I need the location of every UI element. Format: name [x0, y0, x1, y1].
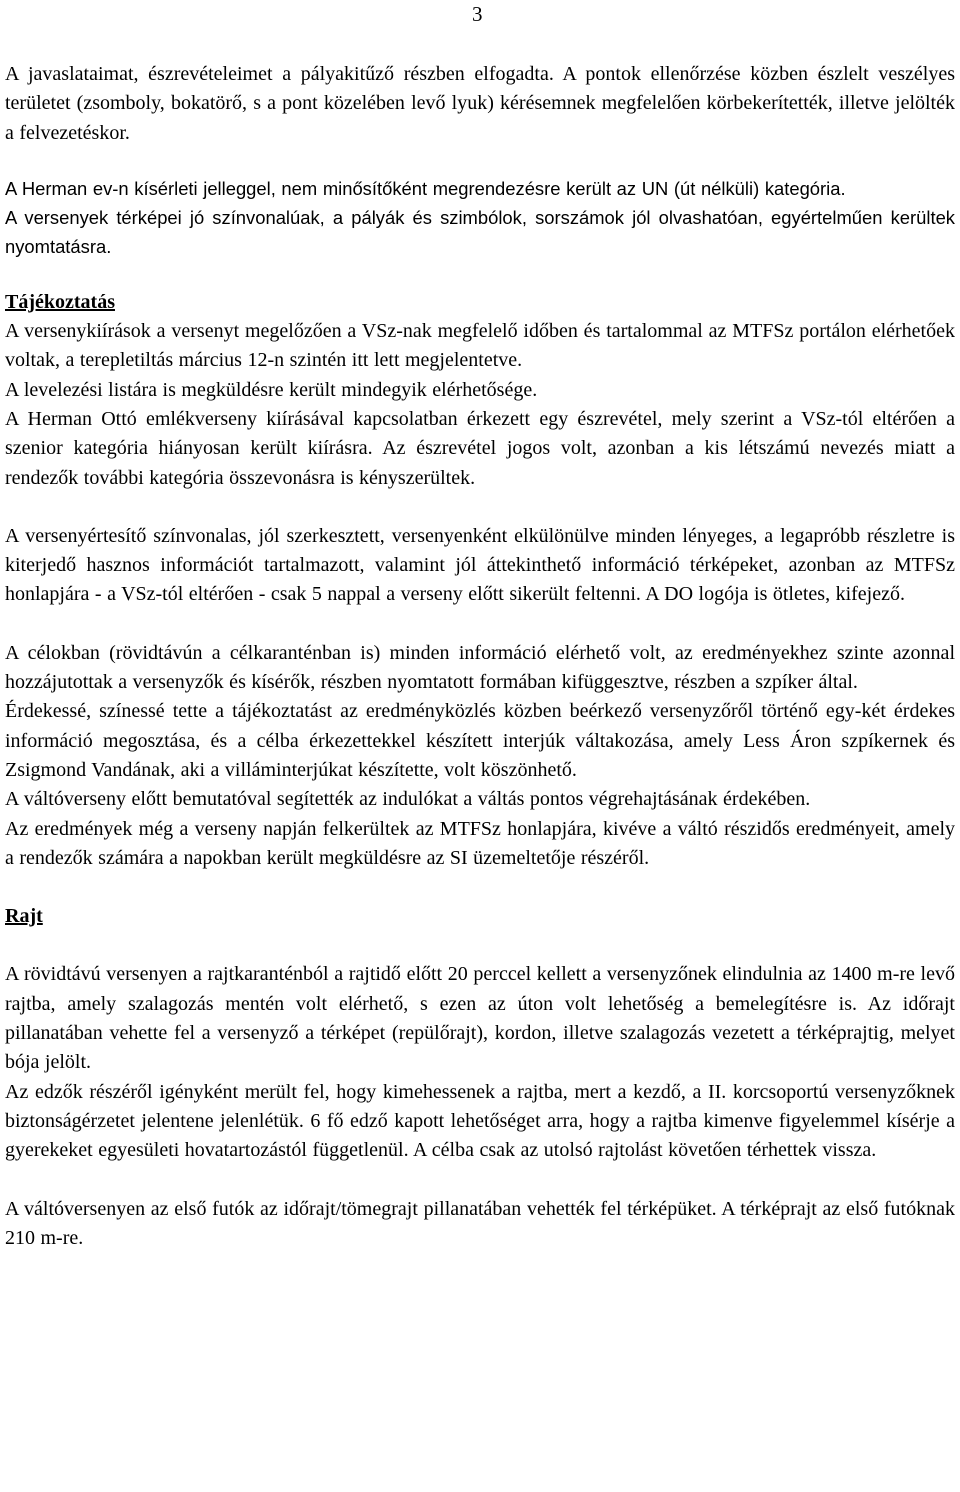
- heading-tajekoztatas: Tájékoztatás: [5, 290, 115, 313]
- paragraph-maps-quality: A versenyek térképei jó színvonalúak, a pályák és szimbólok, sorszámok jól olvashatóan, egyértelműen kerültek nyomtatásra.: [5, 207, 955, 258]
- paragraph-announcements: A versenykiírások a versenyt megelőzően a VSz-nak megfelelő időben és tartalommal az MTFSz portálon elérhetőek voltak, a terepletiltás március 12-n szintén itt lett megjelentetve.: [5, 320, 955, 372]
- paragraph-short-start: A rövidtávú versenyen a rajtkaranténból a rajtidő előtt 20 perccel kellett a versenyzőnek elindulnia az 1400 m-re levő rajtba, amely szalagozás mentén volt elérhető, s ezen az úton volt lehetőség a bemelegítésre is. Az időrajt pillanatában vehette fel a versenyző a térképet (repülőrajt), kordon, illetve szalagozás vezetett a térképrajtig, melyet bója jelölt.: [5, 963, 955, 1074]
- paragraph-interviews: Érdekessé, színessé tette a tájékoztatást az eredményközlés közben beérkező versenyzőről történő egy-két érdekes információ megosztása, és a célba érkezettekkel készített interjúk váltakozása, amely Less Áron szpíkernek és Zsigmond Vandának, aki a villáminterjúkat készítette, volt köszönhető.: [5, 700, 955, 781]
- paragraph-proposals: A javaslataimat, észrevételeimet a pályakitűző részben elfogadta. A pontok ellenőrzése közben észlelt veszélyes területet (zsomboly, bokatörő, s a pont közelében levő lyuk) kérésemnek megfelelően körbekerítették, illetve jelölték a felvezetéskor.: [5, 63, 955, 144]
- paragraph-mailing-list: A levelezési listára is megküldésre került mindegyik elérhetősége.: [5, 378, 538, 401]
- page-number: 3: [472, 2, 483, 26]
- paragraph-relay-start: A váltóversenyen az első futók az időrajt/tömegrajt pillanatában vehették fel térképüket. A térképrajt az első futóknak 210 m-re.: [5, 1197, 955, 1249]
- paragraph-coaches: Az edzők részéről igényként merült fel, hogy kimehessenek a rajtba, mert a kezdő, a II. korcsoportú versenyzőknek biztonságérzetet jelentene jelenlétük. 6 fő edző kapott lehetőséget arra, hogy a rajtba kimenve figyelemmel kísérje a gyerekeket egyesületi hovatartozástól függetlenül. A célba csak az utolsó rajtolást követően térhettek vissza.: [5, 1080, 955, 1162]
- paragraph-results: Az eredmények még a verseny napján felkerültek az MTFSz honlapjára, kivéve a váltó részidős eredményeit, amely a rendezők számára a napokban került megküldésre az SI üzemeltetője részéről.: [5, 817, 955, 869]
- document-body: [5, 60, 955, 1253]
- paragraph-finish-info: A célokban (rövidtávún a célkaranténban is) minden információ elérhető volt, az eredményekhez szinte azonnal hozzájutottak a versenyzők és kísérők, részben nyomtatott formában kifüggesztve, részben a szpíker által.: [5, 641, 955, 694]
- paragraph-relay-demo: A váltóverseny előtt bemutatóval segítették az indulókat a váltás pontos végrehajtásának érdekében.: [5, 788, 811, 811]
- paragraph-un-category: A Herman ev-n kísérleti jelleggel, nem minősítőként megrendezésre került az UN (út nélküli) kategória.: [5, 177, 846, 199]
- heading-rajt: Rajt: [5, 905, 43, 928]
- paragraph-bulletin: A versenyértesítő színvonalas, jól szerkesztett, versenyenként elkülönülve minden lényeges, a legapróbb részletre is kiterjedő hasznos információt tartalmazott, valamint jól áttekinthető információ térképeket, azonban az MTFSz honlapjára - a VSz-tól eltérően - csak 5 nappal a verseny előtt sikerült feltenni. A DO logója is ötletes, kifejező.: [5, 524, 955, 606]
- paragraph-herman-remark: A Herman Ottó emlékverseny kiírásával kapcsolatban érkezett egy észrevétel, mely szerint a VSz-tól eltérően a szenior kategória hiányosan került kiírásra. Az észrevétel jogos volt, azonban a kis létszámú nevezés miatt a rendezők további kategória összevonásra is kényszerültek.: [5, 407, 955, 489]
